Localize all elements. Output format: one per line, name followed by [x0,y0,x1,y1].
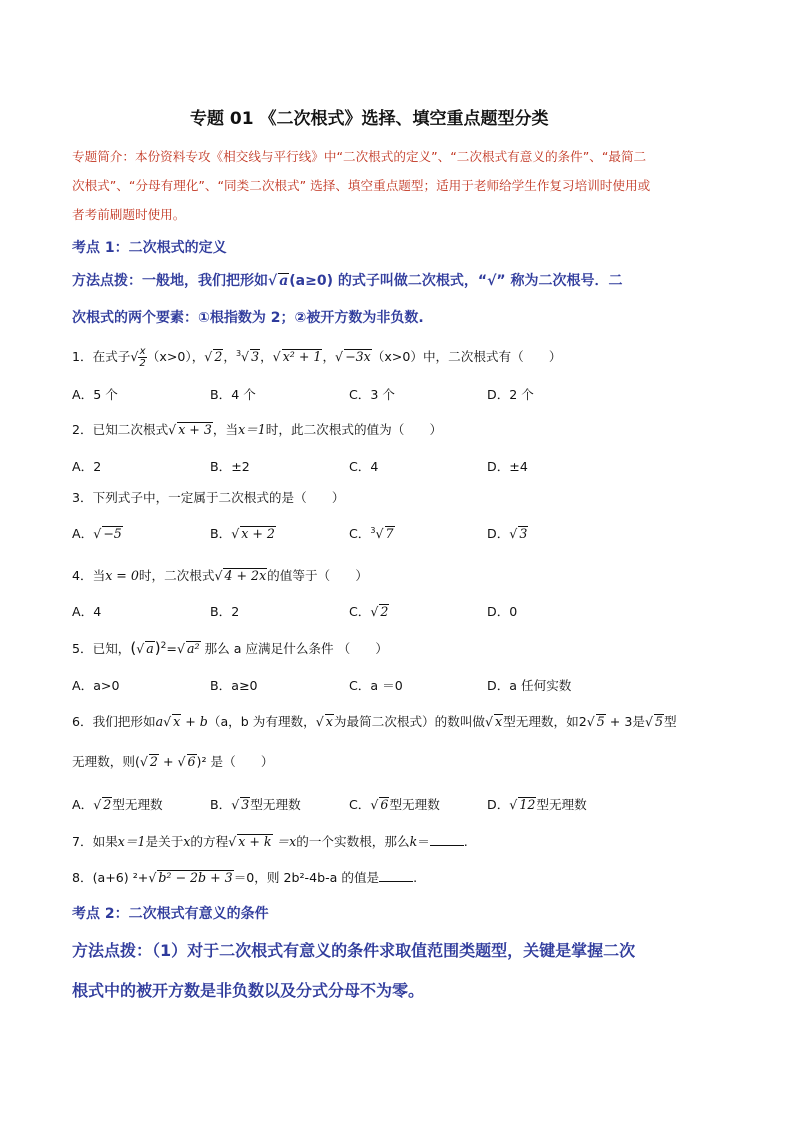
kaodian-1-heading: 考点 1：二次根式的定义 [72,240,227,256]
q6-option-d[interactable]: D．√ 12型无理数 [487,797,587,812]
question-1-stem: 1．在式子√ $\frac{x}{2}$ （x>0），√ 2，$^3$√ 3，√ x² + 1，√ −3x（x>0）中，二次根式有（ ） [72,346,562,369]
q2-option-d[interactable]: D．±4 [487,459,528,474]
q5-option-d[interactable]: D．a 任何实数 [487,678,572,693]
q2-option-b[interactable]: B．±2 [210,459,250,474]
page-title: 专题 01 《二次根式》选择、填空重点题型分类 [190,109,549,129]
q5-option-b[interactable]: B．a≥0 [210,678,258,693]
method-text-c: ” 称为二次根号．二 [496,273,623,289]
method-condition: (a≥0) [289,273,333,289]
method-text-b: 的式子叫做二次根式，“ [333,273,488,289]
question-7-stem: 7．如果x＝1是关于x的方程√ x + k ＝x的一个实数根，那么k＝ . [72,834,468,849]
q1-text: 1．在式子 [72,349,131,364]
kaodian-1-method-line-2: 次根式的两个要素：①根指数为 2；②被开方数为非负数. [72,310,424,326]
q1-fraction: $\frac{x}{2}$ [139,346,146,369]
q1-radical-3: 3 [251,349,260,364]
q3-option-b[interactable]: B．√ x + 2 [210,526,275,541]
q3-option-d[interactable]: D．√ 3 [487,526,528,541]
kaodian-2-method-line-2: 根式中的被开方数是非负数以及分式分母不为零。 [72,981,425,1000]
kaodian-1-method-line-1 [72,270,623,290]
q4-option-b[interactable]: B．2 [210,604,240,619]
q2-option-c[interactable]: C．4 [349,459,379,474]
q5-option-a[interactable]: A．a>0 [72,678,120,693]
q1-radical-4: x² + 1 [282,349,322,364]
method-radicand: a [279,273,289,289]
intro-line-3: 者考前刷题时使用。 [72,207,186,222]
q2-option-a[interactable]: A．2 [72,459,102,474]
q7-answer-blank[interactable] [430,833,464,846]
question-3-stem: 3．下列式子中，一定属于二次根式的是（ ） [72,490,345,505]
q3-option-a[interactable]: A．√ −5 [72,526,122,541]
q4-radical: 4 + 2x [224,568,267,583]
q4-option-d[interactable]: D．0 [487,604,518,619]
q3-option-c[interactable]: C．$^3$√ 7 [349,525,394,541]
q6-option-c[interactable]: C．√ 6型无理数 [349,797,440,812]
q1-option-d[interactable]: D．2 个 [487,387,534,402]
q5-option-c[interactable]: C．a ＝0 [349,678,403,693]
question-5-stem: 5．已知，(√ a)$^2$=√ a² 那么 a 应满足什么条件 （ ） [72,639,388,657]
intro-line-1: 专题简介：本份资料专攻《相交线与平行线》中“二次根式的定义”、“二次根式有意义的条件”、“最简二 [72,149,647,164]
question-6-stem-line-1: 6．我们把形如a√ x + b（a，b 为有理数，√ x为最简二次根式）的数叫做√ x型无理数，如2√ 5 + 3是√ 5型 [72,714,677,729]
q6-option-b[interactable]: B．√ 3型无理数 [210,797,301,812]
q1-option-c[interactable]: C．3 个 [349,387,395,402]
q1-option-a[interactable]: A．5 个 [72,387,118,402]
radical-symbol: √ [487,273,497,289]
q1-radical-2: 2 [214,349,223,364]
question-2-stem: 2．已知二次根式√ x + 3，当x＝1时，此二次根式的值为（ ） [72,422,443,437]
q8-answer-blank[interactable] [379,869,413,882]
radical-sign: √ [268,273,278,289]
q6-option-a[interactable]: A．√ 2型无理数 [72,797,163,812]
intro-line-2: 次根式”、“分母有理化”、“同类二次根式” 选择、填空重点题型；适用于老师给学生作复习培训时使用或 [72,178,651,193]
method-text: 方法点拨：一般地，我们把形如 [72,273,268,289]
kaodian-2-method-line-1: 方法点拨：（1）对于二次根式有意义的条件求取值范围类题型，关键是掌握二次 [72,941,636,960]
question-4-stem: 4．当x = 0时，二次根式√ 4 + 2x的值等于（ ） [72,568,368,583]
q1-radical-5: −3x [345,349,371,364]
question-8-stem: 8．(a+6) ²+√ b² − 2b + 3＝0，则 2b²-4b-a 的值是 . [72,870,418,885]
kaodian-2-heading: 考点 2：二次根式有意义的条件 [72,906,269,922]
q2-radical: x + 3 [178,422,212,437]
q1-option-b[interactable]: B．4 个 [210,387,256,402]
q4-option-c[interactable]: C．√ 2 [349,604,389,619]
q4-option-a[interactable]: A．4 [72,604,102,619]
question-6-stem-line-2: 无理数，则(√ 2 + √ 6)² 是（ ） [72,754,274,769]
